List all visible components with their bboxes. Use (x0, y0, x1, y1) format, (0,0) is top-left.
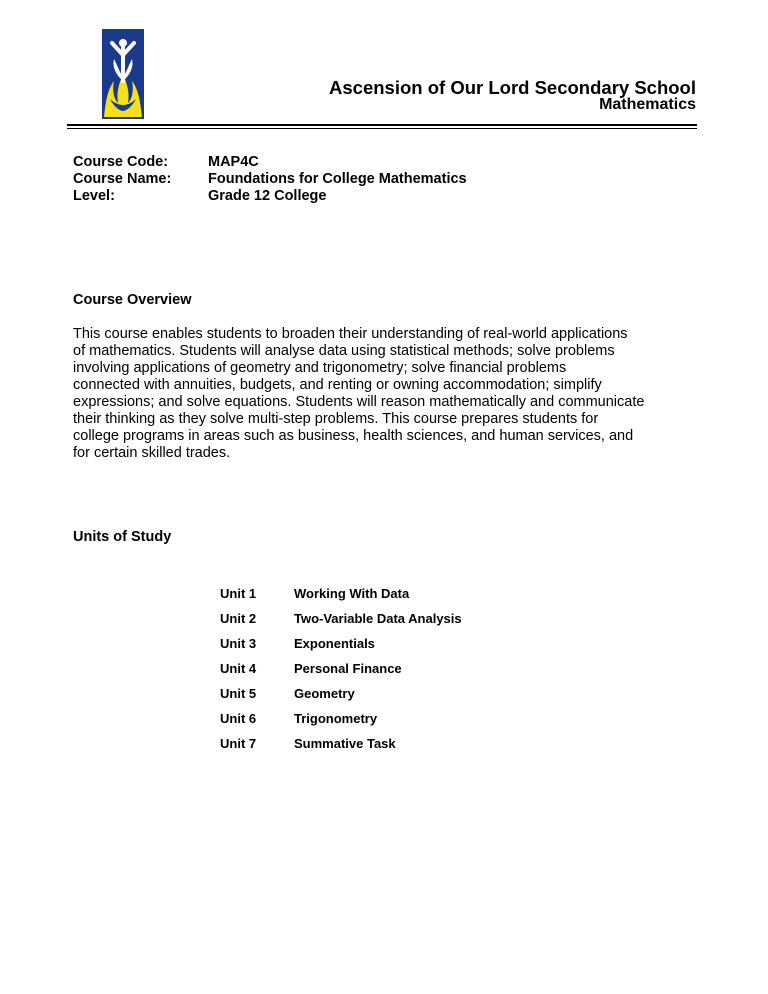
course-code-value: MAP4C (208, 154, 259, 170)
school-crest-svg (102, 29, 144, 119)
units-of-study-heading: Units of Study (73, 529, 172, 545)
unit-name: Working With Data (294, 586, 410, 601)
unit-name: Personal Finance (294, 661, 402, 676)
overview-line: involving applications of geometry and trigonometry; solve financial problems (73, 360, 567, 376)
course-level-label: Level: (73, 188, 115, 204)
unit-number: Unit 4 (220, 661, 257, 676)
unit-number: Unit 3 (220, 636, 257, 651)
overview-line: of mathematics. Students will analyse data using statistical methods; solve problems (73, 343, 615, 359)
course-name-value: Foundations for College Mathematics (208, 171, 467, 187)
overview-line: expressions; and solve equations. Students will reason mathematically and communicate (73, 394, 645, 410)
crest-figure-head (119, 39, 127, 47)
unit-number: Unit 5 (220, 686, 257, 701)
unit-name: Two-Variable Data Analysis (294, 611, 462, 626)
overview-line: for certain skilled trades. (73, 445, 231, 461)
unit-name: Summative Task (294, 736, 396, 751)
course-overview-heading: Course Overview (73, 292, 192, 308)
unit-number: Unit 1 (220, 586, 257, 601)
course-name-label: Course Name: (73, 171, 172, 187)
course-level-value: Grade 12 College (208, 188, 327, 204)
overview-line: This course enables students to broaden their understanding of real-world applications (73, 326, 628, 342)
department-name: Mathematics (599, 96, 696, 113)
header-divider-thick (67, 124, 697, 126)
unit-name: Geometry (294, 686, 355, 701)
header-divider-thin (67, 128, 697, 129)
unit-name: Exponentials (294, 636, 375, 651)
unit-number: Unit 2 (220, 611, 257, 626)
overview-line: college programs in areas such as business, health sciences, and human services, and (73, 428, 634, 444)
school-name: Ascension of Our Lord Secondary School (329, 77, 696, 98)
unit-name: Trigonometry (294, 711, 378, 726)
course-overview-paragraph (73, 326, 713, 462)
course-code-label: Course Code: (73, 154, 169, 170)
unit-number: Unit 6 (220, 711, 257, 726)
school-crest-icon (102, 29, 144, 119)
overview-line: their thinking as they solve multi-step problems. This course prepares students for (73, 411, 599, 427)
overview-line: connected with annuities, budgets, and renting or owning accommodation; simplify (73, 377, 602, 393)
unit-number: Unit 7 (220, 736, 257, 751)
